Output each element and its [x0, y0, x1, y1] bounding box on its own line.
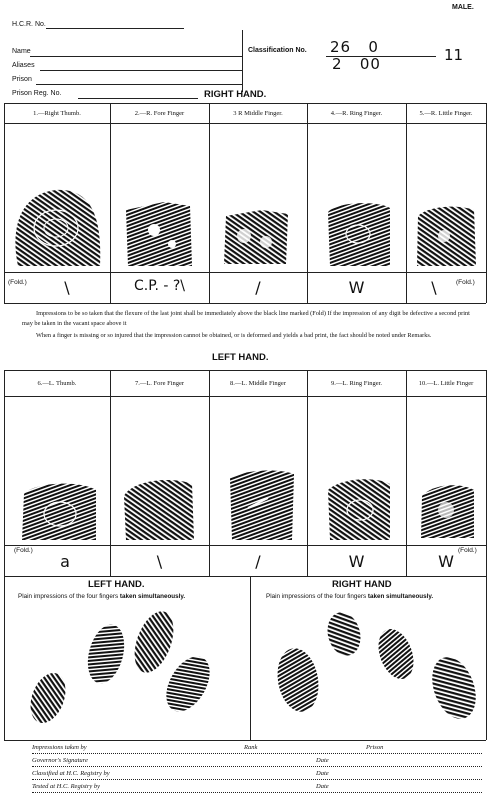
left-middle-code: /	[255, 552, 261, 571]
footer-classified-label: Classified at H.C. Registry by	[32, 770, 110, 777]
name-field[interactable]	[30, 56, 242, 57]
classification-label: Classification No.	[248, 47, 307, 54]
left-middle-label: 8.—L. Middle Finger	[230, 380, 286, 387]
right-fold-right: (Fold.)	[456, 279, 475, 286]
left-ring-label: 9.—L. Ring Finger.	[330, 380, 383, 387]
plain-right-sub-text: Plain impressions of the four fingers	[266, 593, 367, 600]
footer-prison-label: Prison	[366, 744, 384, 751]
right-little-code: \	[431, 278, 437, 297]
hcr-field[interactable]	[46, 28, 184, 29]
left-ring-print	[326, 476, 392, 542]
footer-date-label-3: Date	[316, 783, 329, 790]
footer-row4-line[interactable]	[32, 792, 482, 793]
right-fore-label: 2.—R. Fore Finger	[134, 110, 185, 117]
header-divider	[242, 30, 243, 92]
right-hand-title: RIGHT HAND.	[204, 89, 267, 100]
left-middle-print	[228, 468, 296, 542]
prison-field[interactable]	[36, 84, 242, 85]
right-fore-print	[124, 200, 194, 268]
plain-left-sub-bold: taken simultaneously.	[119, 593, 186, 600]
right-little-print	[414, 204, 478, 268]
plain-left-prints	[20, 608, 220, 734]
instructions-para2: When a finger is missing or so injured that the impression cannot be obtained, or is deformed and yields a bad print, the fact should be noted under Remarks.	[36, 332, 432, 339]
instructions-para1: Impressions to be so taken that the flexure of the last joint shall be immediately above the black line marked (Fold) If the impression of any digit be defective a second print may be taken in the vacant space above it	[22, 310, 470, 327]
footer-tested-label: Tested at H.C. Registry by	[32, 783, 101, 790]
footer-date-label-1: Date	[316, 757, 329, 764]
name-label: Name	[12, 48, 31, 55]
plain-left-title: LEFT HAND.	[88, 579, 145, 590]
left-little-code: W	[438, 552, 454, 571]
aliases-field[interactable]	[40, 70, 242, 71]
right-thumb-label: 1.—Right Thumb.	[33, 110, 81, 117]
plain-left-sub-text: Plain impressions of the four fingers	[18, 593, 119, 600]
aliases-label: Aliases	[12, 62, 35, 69]
right-fore-code: C.P. - ?\	[133, 278, 186, 294]
right-middle-print	[222, 208, 290, 266]
classification-top: 26 0	[330, 38, 379, 56]
right-fold-left: (Fold.)	[8, 279, 27, 286]
right-middle-code: /	[255, 278, 261, 297]
right-ring-print	[326, 200, 392, 268]
left-little-print	[418, 482, 476, 540]
left-fore-label: 7.—L. Fore Finger	[134, 380, 185, 387]
left-fold-right: (Fold.)	[458, 547, 477, 554]
prison-reg-label: Prison Reg. No.	[12, 90, 62, 97]
left-thumb-print	[20, 480, 98, 542]
footer-row3-line[interactable]	[32, 779, 482, 780]
plain-right-sub	[266, 593, 433, 600]
left-little-label: 10.—L. Little Finger	[418, 380, 474, 387]
hcr-label: H.C.R. No.	[12, 21, 46, 28]
left-fold-left: (Fold.)	[14, 547, 33, 554]
footer-rank-label: Rank	[244, 744, 258, 751]
left-hand-title: LEFT HAND.	[212, 352, 269, 363]
left-ring-code: W	[348, 552, 365, 571]
plain-left-sub	[18, 593, 185, 600]
classification-side: 11	[444, 46, 464, 64]
plain-right-sub-bold: taken simultaneously.	[367, 593, 434, 600]
footer-row2-line[interactable]	[32, 766, 482, 767]
footer-row1-line[interactable]	[32, 753, 482, 754]
footer-impressions-label: Impressions taken by	[32, 744, 87, 751]
right-thumb-code: \	[64, 278, 70, 297]
left-fore-code: \	[156, 552, 163, 571]
right-ring-label: 4.—R. Ring Finger.	[330, 110, 383, 117]
right-thumb-print	[10, 188, 102, 268]
right-little-label: 5.—R. Little Finger.	[419, 110, 473, 117]
footer-governor-label: Governor's Signature	[32, 757, 88, 764]
footer-date-label-2: Date	[316, 770, 329, 777]
prison-reg-field[interactable]	[78, 98, 198, 99]
left-thumb-label: 6.—L. Thumb.	[37, 380, 77, 387]
classification-bottom: 2 00	[332, 55, 381, 73]
right-ring-code: W	[348, 278, 365, 297]
right-middle-label: 3 R Middle Finger.	[233, 110, 283, 117]
prison-label: Prison	[12, 76, 32, 83]
plain-right-title: RIGHT HAND	[332, 579, 392, 590]
male-label: MALE.	[452, 4, 474, 11]
left-thumb-code: a	[60, 552, 70, 571]
left-fore-print	[122, 476, 196, 542]
plain-right-prints	[270, 608, 482, 734]
